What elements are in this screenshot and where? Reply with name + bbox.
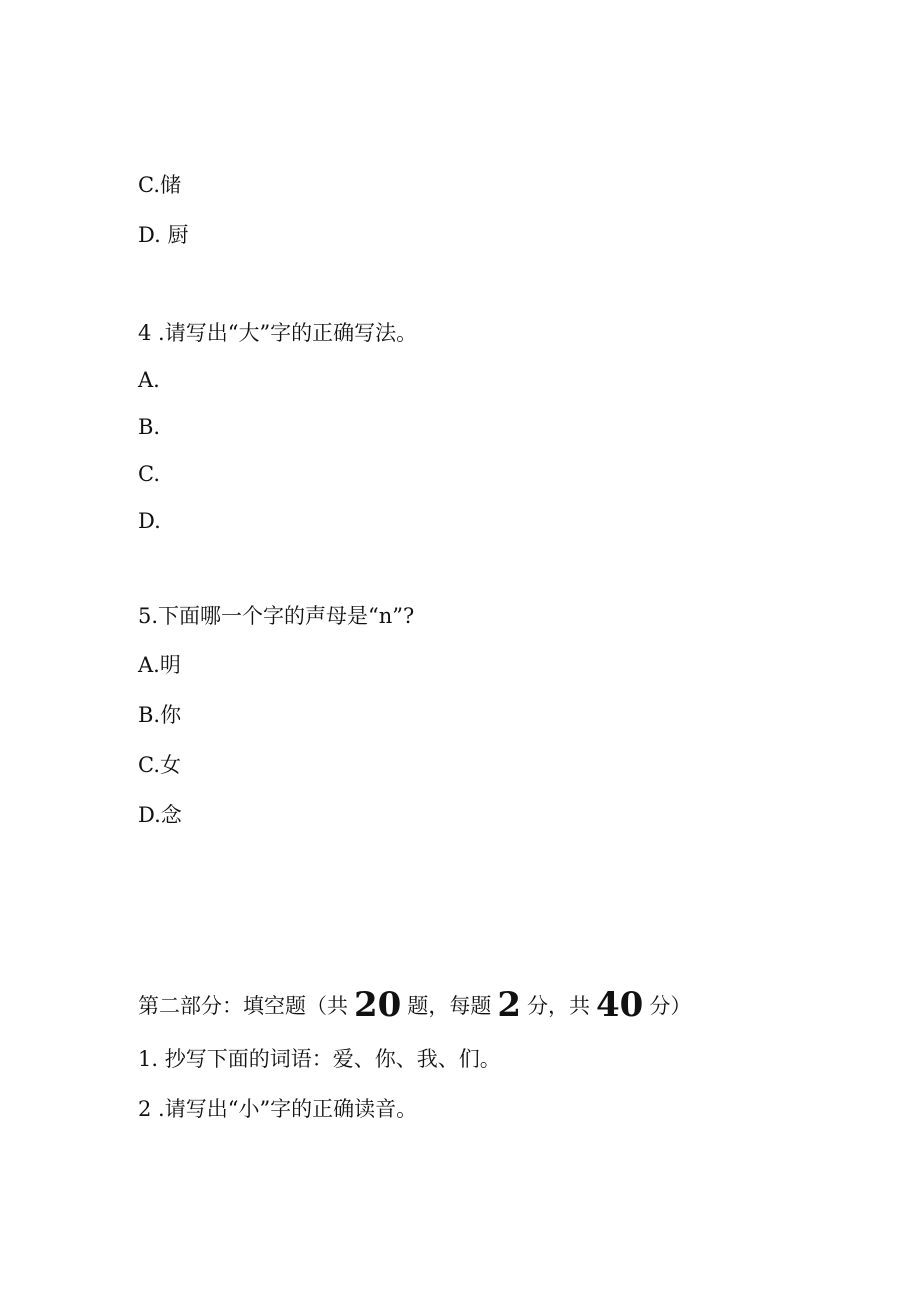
part2-total-points: 40 bbox=[596, 985, 644, 1025]
q5-option-b: B.你 bbox=[138, 703, 182, 727]
part2-question-count: 20 bbox=[354, 985, 402, 1025]
q4-option-b: B. bbox=[138, 415, 161, 439]
part2-heading-mid1: 题，每题 bbox=[407, 994, 492, 1018]
q5-stem: 5.下面哪一个字的声母是“n”? bbox=[138, 604, 415, 628]
part2-heading-mid2: 分，共 bbox=[527, 994, 590, 1018]
q5-option-c: C.女 bbox=[138, 753, 181, 777]
q4-option-c: C. bbox=[138, 462, 160, 486]
q4-option-d: D. bbox=[138, 509, 161, 533]
part2-heading-suffix: 分） bbox=[649, 994, 692, 1018]
q3-option-c: C.储 bbox=[138, 173, 181, 197]
q4-option-a: A. bbox=[138, 368, 160, 392]
q5-option-a: A.明 bbox=[138, 653, 181, 677]
part2-q1: 1. 抄写下面的词语：爱、你、我、们。 bbox=[138, 1047, 501, 1071]
q3-option-d: D. 厨 bbox=[138, 223, 189, 247]
part2-heading bbox=[138, 985, 692, 1025]
q5-option-d: D.念 bbox=[138, 803, 182, 827]
part2-q2: 2 .请写出“小”字的正确读音。 bbox=[138, 1097, 418, 1121]
part2-heading-prefix: 第二部分：填空题（共 bbox=[138, 994, 348, 1018]
part2-points-each: 2 bbox=[497, 985, 521, 1025]
q4-stem: 4 .请写出“大”字的正确写法。 bbox=[138, 321, 418, 345]
